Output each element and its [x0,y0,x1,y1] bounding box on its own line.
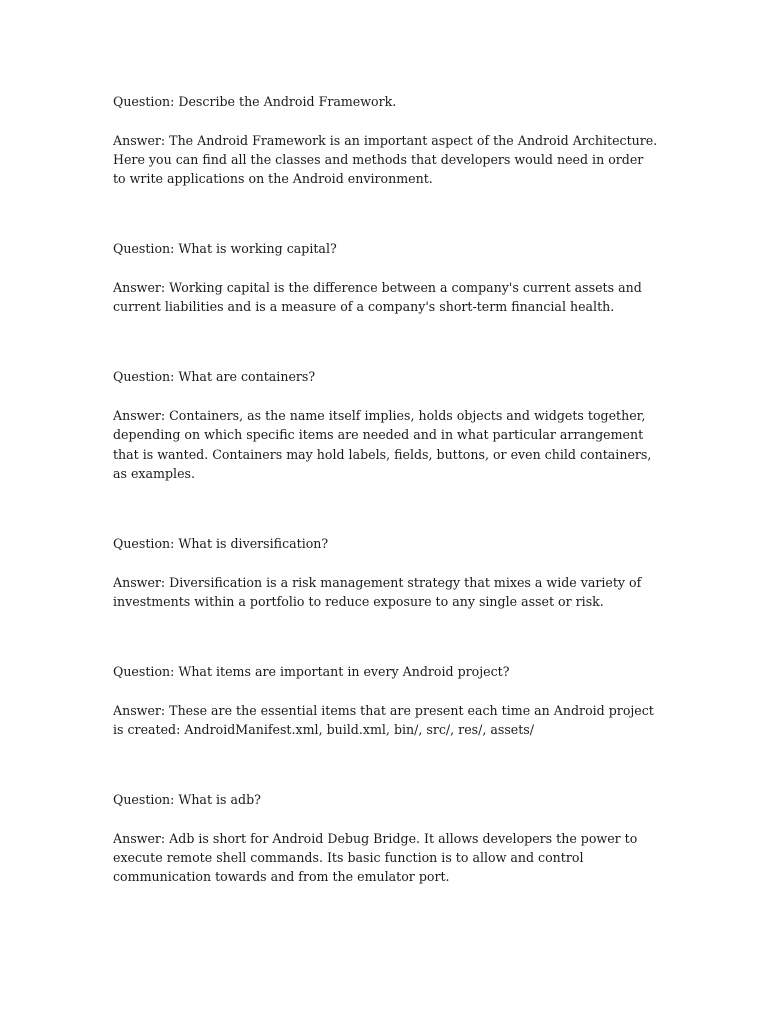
question-text: Question: What items are important in every Android project? [113,664,510,680]
question-text: Question: Describe the Android Framework. [113,94,397,109]
qa-item [113,662,658,739]
qa-item [113,534,658,611]
qa-item [113,239,658,316]
answer-text: Answer: These are the essential items that are present each time an Android project is created: AndroidManifest.xml, build.xml, bin/, src/, res/, assets/ [113,702,654,737]
qa-item [113,790,658,886]
answer-text: Answer: Containers, as the name itself implies, holds objects and widgets together, depending on which specific items are needed and in what particular arrangement that is wanted. Containers may hold labels, fields, buttons, or even child containers, as examples. [113,408,652,481]
qa-item [113,367,658,483]
qa-list [113,92,658,937]
question-text: Question: What is diversification? [113,535,329,551]
answer-text: Answer: Adb is short for Android Debug Bridge. It allows developers the power to execute remote shell commands. Its basic function is to allow and control communication towards and from the emulator port. [113,830,638,885]
question-text: Question: What is working capital? [113,241,337,257]
qa-item [113,92,658,188]
answer-text: Answer: Diversification is a risk management strategy that mixes a wide variety of investments within a portfolio to reduce exposure to any single asset or risk. [113,574,642,609]
answer-text: Answer: Working capital is the difference between a company's current assets and current liabilities and is a measure of a company's short-term financial health. [113,280,642,315]
question-text: Question: What is adb? [113,792,261,808]
answer-text: Answer: The Android Framework is an important aspect of the Android Architecture. Here you can find all the classes and methods that developers would need in order to write applications on the Android environment. [113,132,658,187]
question-text: Question: What are containers? [113,369,316,385]
